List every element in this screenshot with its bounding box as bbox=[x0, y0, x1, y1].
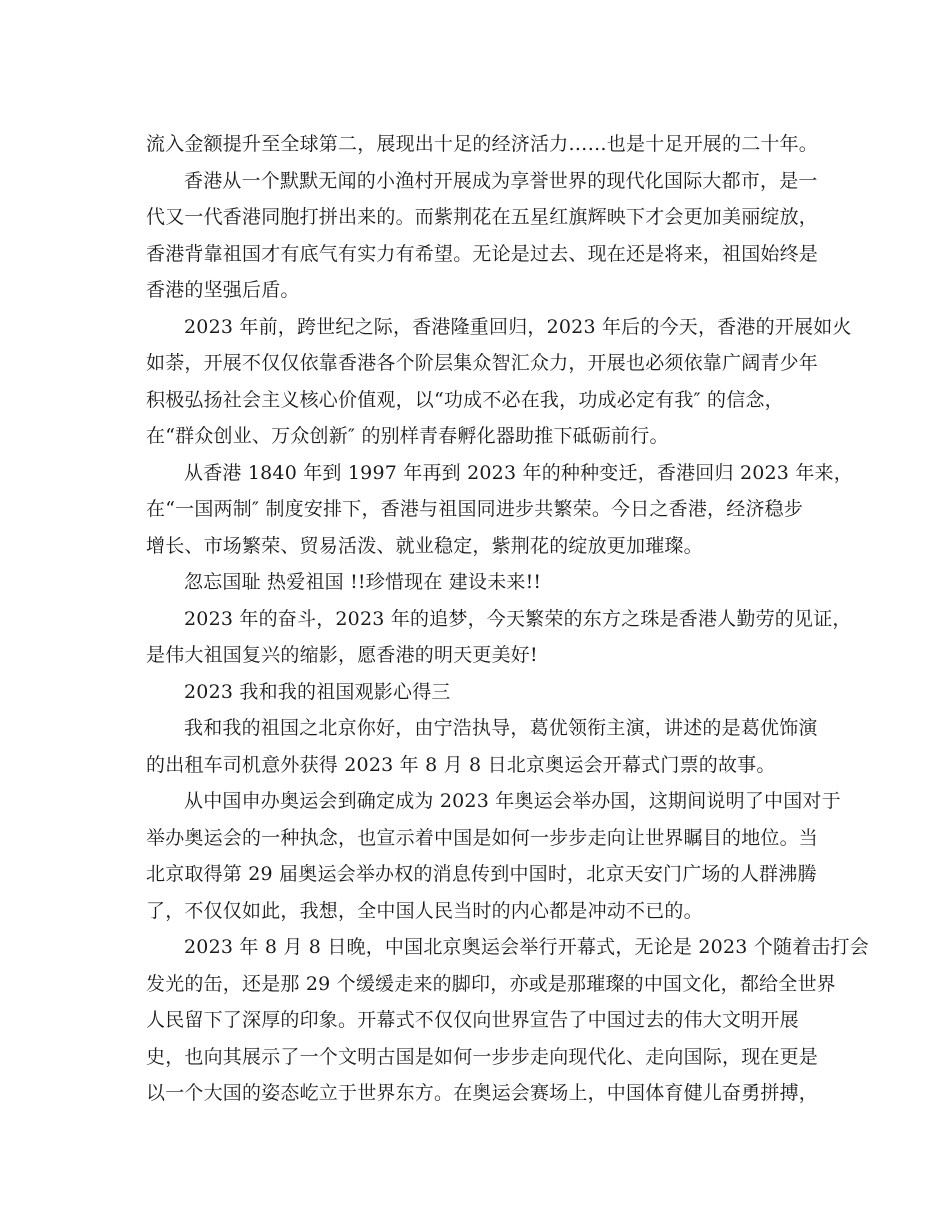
text-line: 从中国申办奥运会到确定成为 2023 年奥运会举办国，这期间说明了中国对于 bbox=[184, 790, 841, 812]
text-line: 在“一国两制″ 制度安排下，香港与祖国同进步共繁荣。今日之香港，经济稳步 bbox=[146, 498, 804, 520]
text-line: 2023 我和我的祖国观影心得三 bbox=[184, 680, 451, 703]
text-line: 如荼，开展不仅仅依靠香港各个阶层集众智汇众力，开展也必须依靠广阔青少年 bbox=[146, 352, 819, 374]
text-line: 我和我的祖国之北京你好，由宁浩执导，葛优领衔主演，讲述的是葛优饰演 bbox=[184, 717, 818, 739]
text-line: 香港从一个默默无闻的小渔村开展成为享誉世界的现代化国际大都市，是一 bbox=[184, 169, 818, 192]
text-line: 香港的坚强后盾。 bbox=[146, 279, 300, 301]
text-line: 是伟大祖国复兴的缩影，愿香港的明天更美好! bbox=[146, 644, 538, 666]
text-line: 代又一代香港同胞打拼出来的。而紫荆花在五星红旗辉映下才会更加美丽绽放， bbox=[146, 206, 819, 228]
text-line: 的出租车司机意外获得 2023 年 8 月 8 日北京奥运会开幕式门票的故事。 bbox=[146, 753, 776, 776]
document-body bbox=[146, 126, 869, 1112]
text-line: 2023 年前，跨世纪之际，香港隆重回归，2023 年后的今天，香港的开展如火 bbox=[184, 315, 852, 338]
text-line: 在“群众创业、万众创新″ 的别样青春孵化器助推下砥砺前行。 bbox=[146, 425, 669, 447]
text-line: 2023 年的奋斗，2023 年的追梦，今天繁荣的东方之珠是香港人勤劳的见证， bbox=[184, 607, 852, 630]
text-line: 香港背靠祖国才有底气有实力有希望。无论是过去、现在还是将来，祖国始终是 bbox=[146, 242, 819, 265]
text-line: 积极弘扬社会主义核心价值观，以“功成不必在我，功成必定有我″ 的信念， bbox=[146, 388, 784, 411]
text-line: 流入金额提升至全球第二，展现出十足的经济活力……也是十足开展的二十年。 bbox=[146, 133, 819, 155]
text-line: 从香港 1840 年到 1997 年再到 2023 年的种种变迁，香港回归 2023 年来， bbox=[184, 461, 853, 484]
text-line: 以一个大国的姿态屹立于世界东方。在奥运会赛场上，中国体育健儿奋勇拼搏， bbox=[146, 1082, 819, 1104]
text-line: 2023 年 8 月 8 日晚，中国北京奥运会举行开幕式，无论是 2023 个随着击打会 bbox=[184, 936, 869, 958]
text-line: 发光的缶，还是那 29 个缓缓走来的脚印，亦或是那璀璨的中国文化，都给全世界 bbox=[146, 972, 836, 995]
text-line: 忽忘国耻 热爱祖国 !!珍惜现在 建设未来!! bbox=[184, 571, 542, 593]
text-line: 增长、市场繁荣、贸易活泼、就业稳定，紫荆花的绽放更加璀璨。 bbox=[146, 534, 703, 557]
text-line: 史，也向其展示了一个文明古国是如何一步步走向现代化、走向国际，现在更是 bbox=[146, 1045, 819, 1068]
text-line: 人民留下了深厚的印象。开幕式不仅仅向世界宣告了中国过去的伟大文明开展 bbox=[146, 1009, 799, 1031]
text-line: 北京取得第 29 届奥运会举办权的消息传到中国时，北京天安门广场的人群沸腾 bbox=[146, 863, 817, 885]
text-line: 举办奥运会的一种执念，也宣示着中国是如何一步步走向让世界瞩目的地位。当 bbox=[146, 826, 819, 849]
text-line: 了，不仅仅如此，我想，全中国人民当时的内心都是冲动不已的。 bbox=[146, 899, 703, 922]
